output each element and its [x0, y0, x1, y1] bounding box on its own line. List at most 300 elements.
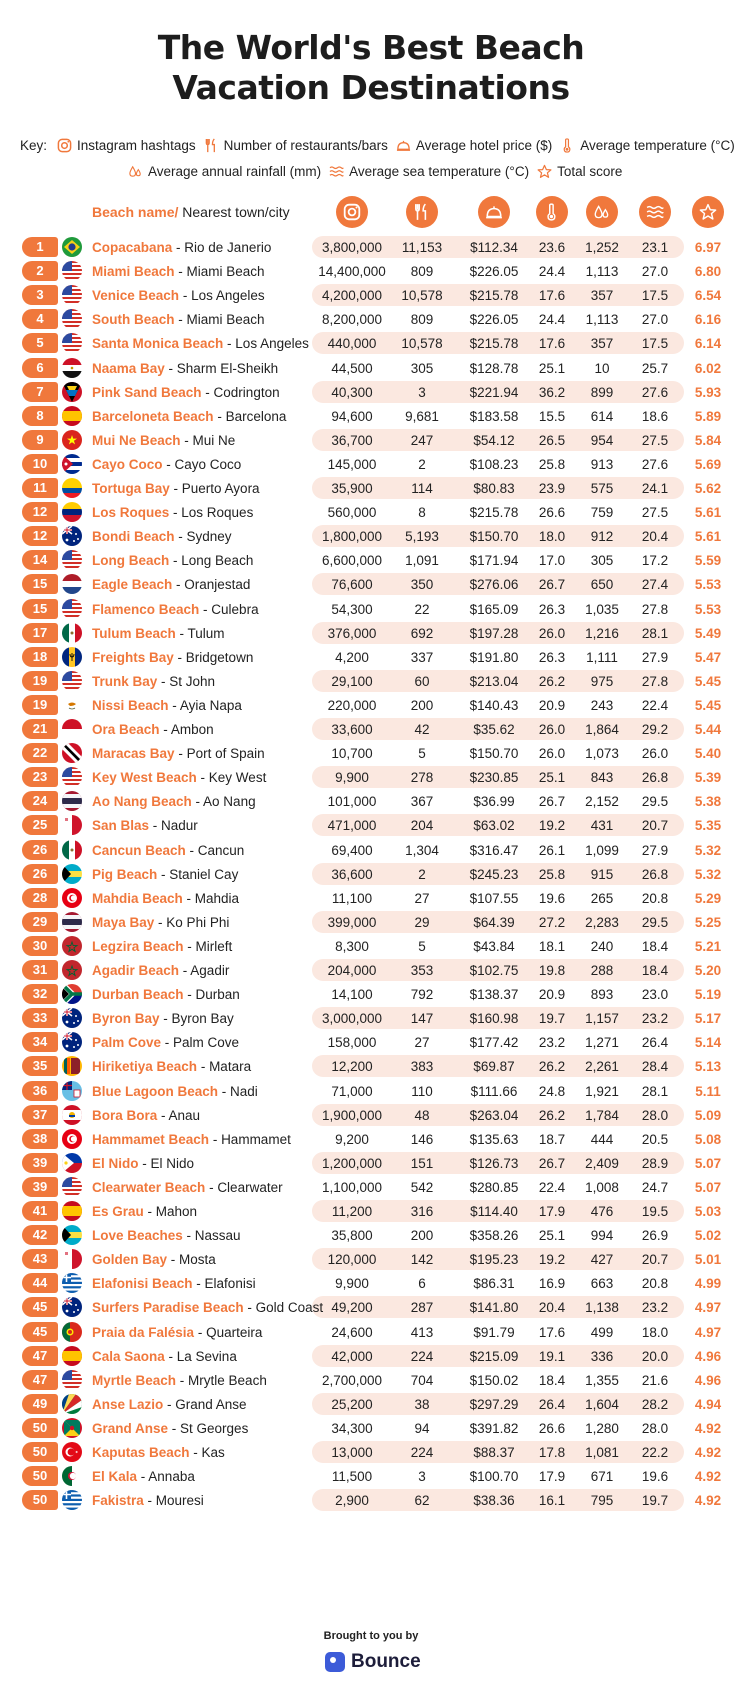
nearest-town: St Georges: [180, 1421, 249, 1436]
instagram-hashtags: 25,200: [331, 1397, 373, 1412]
total-score: 5.62: [694, 481, 722, 496]
rank-badge: 8: [22, 406, 58, 426]
beach-name: Tulum Beach: [92, 626, 176, 641]
sea-temperature: 28.1: [641, 1084, 669, 1099]
sea-temperature: 28.0: [641, 1108, 669, 1123]
restaurants-count: 204: [410, 818, 434, 833]
total-score: 5.32: [694, 843, 722, 858]
beach-name: Barceloneta Beach: [92, 409, 214, 424]
separator-dash: -: [194, 1325, 207, 1340]
annual-rainfall: 899: [590, 385, 614, 400]
nearest-town: Grand Anse: [175, 1397, 247, 1412]
beach-name: Freights Bay: [92, 650, 174, 665]
total-score: 5.38: [694, 794, 722, 809]
rank-badge: 22: [22, 743, 58, 763]
annual-rainfall: 994: [590, 1228, 614, 1243]
rank-badge: 47: [22, 1346, 58, 1366]
beach-name-cell: [92, 528, 232, 545]
sea-temperature: 28.9: [641, 1156, 669, 1171]
bounce-logo-icon: [325, 1652, 345, 1672]
header-rainfall: [586, 196, 618, 228]
restaurants-count: 1,304: [405, 843, 439, 858]
hotel-price: $112.34: [470, 240, 518, 255]
nearest-town: Sydney: [186, 529, 232, 544]
beach-name: Agadir Beach: [92, 963, 180, 978]
total-score: 4.97: [694, 1325, 722, 1340]
total-score: 5.09: [694, 1108, 722, 1123]
beach-name-cell: [92, 1203, 197, 1220]
beach-name: Hiriketiya Beach: [92, 1059, 198, 1074]
total-score: 5.49: [694, 626, 722, 641]
annual-rainfall: 1,271: [585, 1035, 619, 1050]
instagram-hashtags: 29,100: [331, 674, 373, 689]
sea-temperature: 20.0: [641, 1349, 669, 1364]
hotel-price: $358.26: [469, 1228, 519, 1243]
rank-badge: 3: [22, 285, 58, 305]
beach-name-cell: [92, 552, 253, 569]
separator-dash: -: [174, 312, 187, 327]
rank-badge: 12: [22, 502, 58, 522]
header-sea-temperature: [639, 196, 671, 228]
nearest-town: Mosta: [179, 1252, 216, 1267]
beach-name: Bondi Beach: [92, 529, 175, 544]
total-score: 4.97: [694, 1300, 722, 1315]
annual-rainfall: 1,252: [585, 240, 619, 255]
separator-dash: -: [199, 602, 212, 617]
title-line-1: The World's Best Beach: [157, 28, 585, 67]
avg-temperature: 18.4: [538, 1373, 566, 1388]
total-score: 5.53: [694, 602, 722, 617]
table-row: [0, 1031, 742, 1053]
beach-name: Blue Lagoon Beach: [92, 1084, 219, 1099]
nearest-town: El Nido: [150, 1156, 195, 1171]
table-row: [0, 284, 742, 306]
avg-temperature: 16.1: [538, 1493, 566, 1508]
total-score: 4.94: [694, 1397, 722, 1412]
key-item-label: Average sea temperature (°C): [349, 163, 530, 179]
nearest-town: Port of Spain: [186, 746, 265, 761]
sea-temperature: 20.8: [641, 891, 669, 906]
beach-name: Cala Saona: [92, 1349, 165, 1364]
separator-dash: -: [164, 1349, 177, 1364]
instagram-hashtags: 34,300: [331, 1421, 373, 1436]
annual-rainfall: 1,113: [585, 312, 619, 327]
table-row: [0, 646, 742, 668]
flag-mexico-icon: [62, 840, 82, 860]
restaurants-count: 692: [410, 626, 434, 641]
sea-temperature: 26.9: [641, 1228, 669, 1243]
avg-temperature: 25.1: [538, 770, 566, 785]
flag-usa-icon: [62, 599, 82, 619]
table-row: [0, 1417, 742, 1439]
flag-spain-icon: [62, 406, 82, 426]
avg-temperature: 26.0: [538, 722, 566, 737]
separator-dash: -: [168, 698, 180, 713]
sea-temperature: 19.5: [641, 1204, 669, 1219]
instagram-hashtags: 4,200,000: [321, 288, 383, 303]
instagram-hashtags: 8,300: [335, 939, 369, 954]
avg-temperature: 19.6: [538, 891, 566, 906]
hotel-price: $197.28: [469, 626, 519, 641]
table-header: [0, 196, 742, 232]
annual-rainfall: 1,099: [585, 843, 619, 858]
separator-dash: -: [154, 915, 167, 930]
table-row: [0, 573, 742, 595]
flag-frenchpolynesia-icon: [62, 1105, 82, 1125]
separator-dash: -: [163, 1397, 176, 1412]
separator-dash: -: [172, 577, 185, 592]
beach-name-cell: [92, 408, 286, 425]
rank-badge: 21: [22, 719, 58, 739]
table-row: [0, 260, 742, 282]
rank-badge: 30: [22, 936, 58, 956]
separator-dash: -: [149, 818, 162, 833]
total-score: 5.40: [694, 746, 722, 761]
star-icon: [699, 203, 717, 221]
beach-name: Bora Bora: [92, 1108, 158, 1123]
beach-name-cell: [92, 1179, 283, 1196]
nearest-town: Mahon: [155, 1204, 198, 1219]
hotel-price: $69.87: [473, 1059, 515, 1074]
table-row: [0, 1104, 742, 1126]
rank-badge: 36: [22, 1081, 58, 1101]
instagram-hashtags: 13,000: [331, 1445, 373, 1460]
beach-name-cell: [92, 890, 239, 907]
flag-indonesia-icon: [62, 719, 82, 739]
separator-dash: -: [185, 843, 198, 858]
avg-temperature: 26.7: [538, 1156, 566, 1171]
table-row: [0, 1296, 742, 1318]
avg-temperature: 16.9: [538, 1276, 566, 1291]
beach-name: Ao Nang Beach: [92, 794, 192, 809]
flag-bahamas-icon: [62, 864, 82, 884]
separator-dash: -: [159, 1011, 172, 1026]
beach-name-cell: [92, 866, 238, 883]
annual-rainfall: 10: [594, 361, 610, 376]
separator-dash: -: [183, 987, 196, 1002]
beach-name-cell: [92, 1155, 194, 1172]
sea-temperature: 27.9: [641, 843, 669, 858]
restaurants-count: 353: [410, 963, 434, 978]
rank-badge: 23: [22, 767, 58, 787]
restaurants-count: 367: [410, 794, 434, 809]
beach-name-cell: [92, 432, 235, 449]
beach-name: Venice Beach: [92, 288, 180, 303]
beach-name: Maya Bay: [92, 915, 155, 930]
flag-fiji-icon: [62, 1081, 82, 1101]
table-row: [0, 1489, 742, 1511]
hotel-price: $150.02: [469, 1373, 519, 1388]
total-score: 5.69: [694, 457, 722, 472]
restaurants-count: 3: [418, 1469, 426, 1484]
annual-rainfall: 357: [590, 288, 614, 303]
beach-name: Grand Anse: [92, 1421, 169, 1436]
beach-name: Mui Ne Beach: [92, 433, 181, 448]
sea-temperature: 24.7: [641, 1180, 669, 1195]
nearest-town: Puerto Ayora: [181, 481, 260, 496]
rank-badge: 50: [22, 1418, 58, 1438]
avg-temperature: 26.1: [538, 843, 566, 858]
annual-rainfall: 265: [590, 891, 614, 906]
table-row: [0, 983, 742, 1005]
hotel-price: $108.23: [469, 457, 519, 472]
restaurants-count: 3: [418, 385, 426, 400]
sea-temperature: 20.7: [641, 818, 669, 833]
restaurants-count: 2: [418, 457, 426, 472]
beach-name-cell: [92, 986, 240, 1003]
instagram-hashtags: 12,200: [331, 1059, 373, 1074]
table-row: [0, 236, 742, 258]
total-score: 5.44: [694, 722, 722, 737]
sea-temperature: 20.8: [641, 1276, 669, 1291]
sea-temperature: 18.6: [641, 409, 669, 424]
nearest-town: Tulum: [187, 626, 225, 641]
annual-rainfall: 614: [590, 409, 614, 424]
hotel-price: $177.42: [469, 1035, 519, 1050]
nearest-town: Oranjestad: [184, 577, 251, 592]
hotel-price: $245.23: [469, 867, 519, 882]
table-row: [0, 1176, 742, 1198]
table-row: [0, 742, 742, 764]
annual-rainfall: 336: [590, 1349, 614, 1364]
nearest-town: Durban: [195, 987, 240, 1002]
header-beach-name: [92, 204, 290, 220]
restaurants-count: 224: [410, 1349, 434, 1364]
beach-name: San Blas: [92, 818, 150, 833]
rank-badge: 45: [22, 1322, 58, 1342]
avg-temperature: 26.7: [538, 794, 566, 809]
total-score: 6.80: [694, 264, 722, 279]
instagram-hashtags: 220,000: [327, 698, 377, 713]
instagram-hashtags: 560,000: [327, 505, 377, 520]
total-score: 5.61: [694, 505, 722, 520]
flag-australia-icon: [62, 1297, 82, 1317]
beach-name: Key West Beach: [92, 770, 197, 785]
restaurants-count: 278: [410, 770, 434, 785]
hotel-price: $215.78: [469, 288, 519, 303]
sea-temperature: 26.8: [641, 867, 669, 882]
instagram-hashtags: 42,000: [331, 1349, 373, 1364]
annual-rainfall: 1,111: [586, 650, 618, 665]
restaurants-count: 316: [410, 1204, 434, 1219]
hotel-price: $88.37: [473, 1445, 515, 1460]
beach-name: Love Beaches: [92, 1228, 183, 1243]
avg-temperature: 20.9: [538, 987, 566, 1002]
hotel-price: $276.06: [469, 577, 519, 592]
flag-usa-icon: [62, 333, 82, 353]
beach-name-cell: [92, 1348, 237, 1365]
flag-venezuela-icon: [62, 502, 82, 522]
sea-temperature: 29.2: [641, 722, 669, 737]
avg-temperature: 22.4: [538, 1180, 566, 1195]
beach-name-cell: [92, 1324, 262, 1341]
beach-name-cell: [92, 721, 214, 738]
key-row-1: [20, 132, 735, 158]
beach-name-cell: [92, 769, 266, 786]
beach-name: Miami Beach: [92, 264, 175, 279]
avg-temperature: 18.7: [538, 1132, 566, 1147]
beach-name-cell: [92, 456, 241, 473]
restaurants-count: 151: [410, 1156, 434, 1171]
sea-temperature: 18.4: [641, 963, 669, 978]
rank-badge: 7: [22, 382, 58, 402]
rain-drops-icon: [128, 164, 143, 179]
nearest-town: Ambon: [170, 722, 214, 737]
instagram-hashtags: 14,400,000: [318, 264, 386, 279]
flag-thailand-icon: [62, 912, 82, 932]
rank-badge: 11: [22, 478, 58, 498]
hotel-price: $280.85: [469, 1180, 519, 1195]
sea-temperature: 20.4: [641, 529, 669, 544]
restaurants-count: 10,578: [401, 288, 443, 303]
avg-temperature: 26.2: [538, 1059, 566, 1074]
page-title: [0, 28, 742, 108]
hotel-price: $150.70: [469, 529, 519, 544]
total-score: 5.45: [694, 698, 722, 713]
beach-name: Cancun Beach: [92, 843, 186, 858]
key-item-rainfall: [128, 164, 321, 179]
hotel-price: $215.78: [469, 505, 519, 520]
nearest-town: Hammamet: [221, 1132, 291, 1147]
beach-name: Surfers Paradise Beach: [92, 1300, 244, 1315]
beach-name-cell: [92, 938, 232, 955]
annual-rainfall: 2,152: [585, 794, 619, 809]
table-row: [0, 477, 742, 499]
restaurants-count: 29: [414, 915, 430, 930]
hotel-price: $195.23: [469, 1252, 519, 1267]
total-score: 5.13: [694, 1059, 722, 1074]
hotel-price: $91.79: [473, 1325, 515, 1340]
separator-dash: -: [143, 1493, 156, 1508]
rank-badge: 9: [22, 430, 58, 450]
separator-dash: -: [209, 1132, 222, 1147]
restaurants-count: 350: [410, 577, 434, 592]
avg-temperature: 24.4: [538, 312, 566, 327]
nearest-town: Key West: [208, 770, 267, 785]
restaurants-count: 542: [410, 1180, 434, 1195]
sea-temperature: 22.2: [641, 1445, 669, 1460]
beach-name-cell: [92, 1227, 241, 1244]
sea-temperature: 20.7: [641, 1252, 669, 1267]
beach-name: Fakistra: [92, 1493, 144, 1508]
annual-rainfall: 795: [590, 1493, 614, 1508]
restaurants-count: 147: [410, 1011, 434, 1026]
header-hotel: [478, 196, 510, 228]
rank-badge: 1: [22, 237, 58, 257]
rank-badge: 31: [22, 960, 58, 980]
rank-badge: 19: [22, 695, 58, 715]
key-item-label: Total score: [557, 163, 623, 179]
total-score: 4.92: [694, 1421, 722, 1436]
waves-icon: [646, 203, 664, 221]
restaurants-count: 62: [414, 1493, 430, 1508]
header-beach-label: Beach name/: [92, 204, 179, 220]
table-row: [0, 357, 742, 379]
instagram-hashtags: 33,600: [331, 722, 373, 737]
instagram-hashtags: 9,900: [335, 1276, 369, 1291]
key-item-label: Average annual rainfall (mm): [148, 163, 322, 179]
flag-cyprus-icon: [62, 695, 82, 715]
nearest-town: Bridgetown: [185, 650, 254, 665]
total-score: 5.17: [694, 1011, 722, 1026]
table-row: [0, 1128, 742, 1150]
sea-temperature: 27.6: [641, 385, 669, 400]
total-score: 5.08: [694, 1132, 722, 1147]
table-row: [0, 863, 742, 885]
instagram-hashtags: 35,800: [331, 1228, 373, 1243]
separator-dash: -: [223, 336, 236, 351]
beach-name-cell: [92, 1275, 256, 1292]
total-score: 5.07: [694, 1156, 722, 1171]
avg-temperature: 17.6: [538, 336, 566, 351]
avg-temperature: 26.7: [538, 577, 566, 592]
separator-dash: -: [143, 1204, 156, 1219]
total-score: 5.61: [694, 529, 722, 544]
total-score: 4.92: [694, 1493, 722, 1508]
sea-temperature: 29.5: [641, 794, 669, 809]
instagram-hashtags: 158,000: [327, 1035, 377, 1050]
rank-badge: 47: [22, 1370, 58, 1390]
flag-brazil-icon: [62, 237, 82, 257]
annual-rainfall: 2,261: [585, 1059, 619, 1074]
avg-temperature: 18.0: [538, 529, 566, 544]
sea-temperature: 19.7: [641, 1493, 669, 1508]
rank-badge: 6: [22, 358, 58, 378]
nearest-town: Codrington: [213, 385, 280, 400]
nearest-town: Mrytle Beach: [188, 1373, 267, 1388]
beach-name-cell: [92, 842, 244, 859]
nearest-town: Staniel Cay: [169, 867, 239, 882]
instagram-hashtags: 204,000: [327, 963, 377, 978]
hotel-price: $114.40: [470, 1204, 518, 1219]
rain-drops-icon: [593, 203, 611, 221]
rank-badge: 18: [22, 647, 58, 667]
nearest-town: St John: [169, 674, 216, 689]
flag-morocco-icon: [62, 960, 82, 980]
bounce-logo: [325, 1650, 421, 1674]
flag-usa-icon: [62, 671, 82, 691]
instagram-hashtags: 8,200,000: [321, 312, 383, 327]
annual-rainfall: 759: [590, 505, 614, 520]
flag-cuba-icon: [62, 454, 82, 474]
annual-rainfall: 305: [590, 553, 614, 568]
hotel-price: $141.80: [469, 1300, 519, 1315]
rank-badge: 39: [22, 1177, 58, 1197]
table-row: [0, 718, 742, 740]
separator-dash: -: [205, 1180, 218, 1195]
separator-dash: -: [174, 264, 187, 279]
beach-name: Cayo Coco: [92, 457, 163, 472]
restaurants-count: 413: [410, 1325, 434, 1340]
header-temperature: [536, 196, 568, 228]
nearest-town: Mahdia: [194, 891, 240, 906]
sea-temperature: 27.4: [641, 577, 669, 592]
flag-seychelles-icon: [62, 1394, 82, 1414]
instagram-hashtags: 1,900,000: [321, 1108, 383, 1123]
instagram-hashtags: 9,900: [335, 770, 369, 785]
instagram-hashtags: 35,900: [331, 481, 373, 496]
beach-name: Los Roques: [92, 505, 170, 520]
table-row: [0, 1272, 742, 1294]
hotel-price: $140.43: [469, 698, 519, 713]
restaurants-count: 809: [410, 264, 434, 279]
separator-dash: -: [169, 505, 182, 520]
sea-temperature: 28.0: [641, 1421, 669, 1436]
annual-rainfall: 288: [590, 963, 614, 978]
flag-bahamas-icon: [62, 1225, 82, 1245]
rank-badge: 35: [22, 1056, 58, 1076]
hotel-bell-icon: [396, 138, 411, 153]
